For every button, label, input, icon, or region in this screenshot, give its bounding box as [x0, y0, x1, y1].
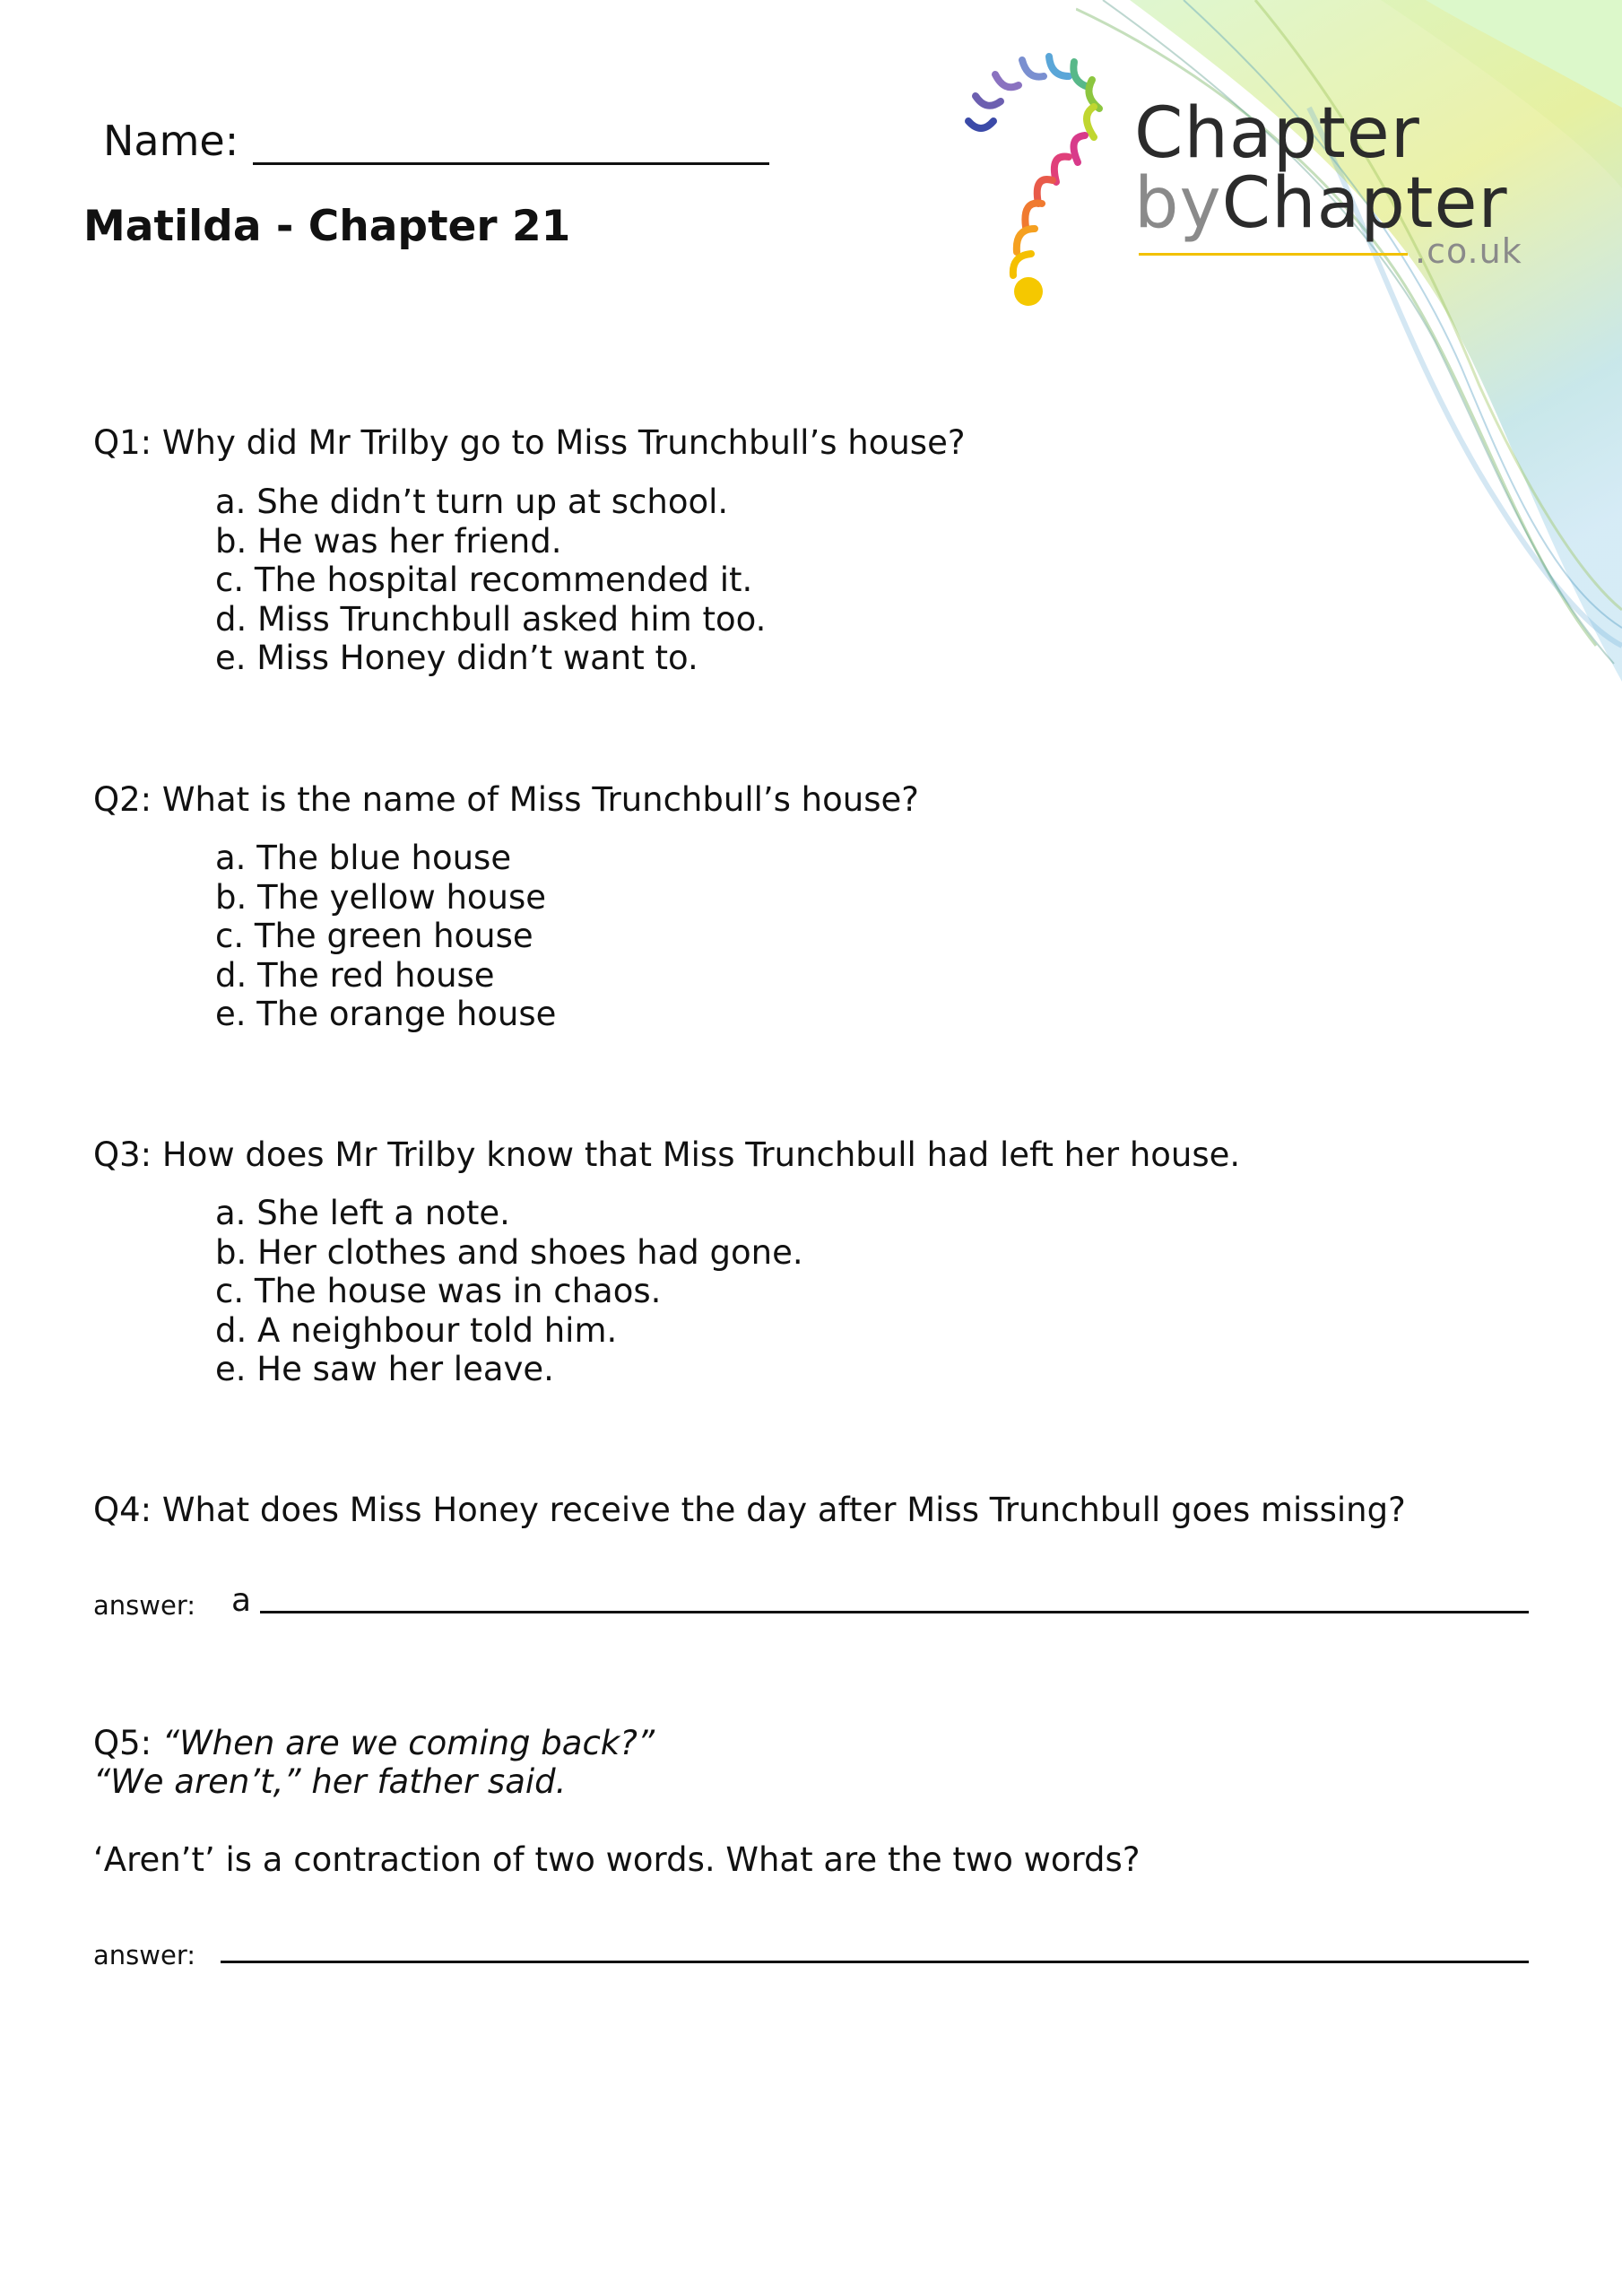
option-d[interactable]: d. Miss Trunchbull asked him too. [215, 599, 767, 639]
answer-line-q4[interactable] [260, 1611, 1529, 1613]
option-a[interactable]: a. The blue house [215, 839, 512, 877]
option-b[interactable]: b. The yellow house [215, 877, 547, 917]
question-2-options [215, 839, 556, 1034]
brand-by: by [1134, 163, 1222, 244]
question-1 [93, 423, 965, 462]
question-5-text: ‘Aren’t’ is a contraction of two words. What are the two words? [93, 1840, 1141, 1879]
answer-line-q5[interactable] [221, 1961, 1529, 1963]
brand-underline [1139, 253, 1408, 256]
option-a[interactable]: a. She left a note. [215, 1194, 510, 1232]
question-text: How does Mr Trilby know that Miss Trunchbull had left her house. [161, 1135, 1241, 1174]
brand-chapter: Chapter [1221, 163, 1508, 244]
option-c[interactable]: c. The house was in chaos. [215, 1272, 662, 1310]
question-text: What is the name of Miss Trunchbull’s house? [161, 780, 919, 819]
option-b[interactable]: b. Her clothes and shoes had gone. [215, 1232, 803, 1272]
brand-name-line2 [1134, 163, 1508, 244]
answer-prefix: a [231, 1582, 252, 1619]
option-e[interactable]: e. The orange house [215, 995, 557, 1033]
option-b[interactable]: b. He was her friend. [215, 521, 562, 561]
question-text: What does Miss Honey receive the day after Miss Trunchbull goes missing? [161, 1491, 1406, 1529]
question-1-options [215, 483, 766, 678]
option-d[interactable]: d. The red house [215, 955, 495, 995]
question-3-options [215, 1194, 803, 1389]
question-5 [93, 1724, 655, 1762]
option-d[interactable]: d. A neighbour told him. [215, 1310, 618, 1350]
option-c[interactable]: c. The hospital recommended it. [215, 561, 753, 599]
question-2 [93, 780, 919, 819]
page-title: Matilda - Chapter 21 [83, 202, 571, 251]
brand-domain: .co.uk [1415, 231, 1522, 271]
option-e[interactable]: e. He saw her leave. [215, 1350, 554, 1388]
question-number: Q4: [93, 1491, 152, 1529]
option-a[interactable]: a. She didn’t turn up at school. [215, 483, 729, 521]
question-text: Why did Mr Trilby go to Miss Trunchbull’s house? [161, 423, 966, 462]
question-number: Q1: [93, 423, 152, 462]
question-number: Q3: [93, 1135, 152, 1174]
option-c[interactable]: c. The green house [215, 917, 533, 955]
brand-name-line1: Chapter [1134, 93, 1420, 174]
question-number: Q5: [93, 1724, 152, 1762]
quote-line-1: “When are we coming back?” [161, 1724, 655, 1762]
book-question-mark-icon [959, 49, 1139, 309]
question-4 [93, 1491, 1406, 1529]
option-e[interactable]: e. Miss Honey didn’t want to. [215, 639, 698, 677]
name-label: Name: [103, 117, 239, 165]
answer-label: answer: [93, 1940, 196, 1970]
quote-line-2: “We aren’t,” her father said. [93, 1762, 567, 1801]
question-number: Q2: [93, 780, 152, 819]
name-input-line[interactable] [253, 162, 769, 165]
answer-label: answer: [93, 1590, 196, 1621]
question-3 [93, 1135, 1240, 1174]
